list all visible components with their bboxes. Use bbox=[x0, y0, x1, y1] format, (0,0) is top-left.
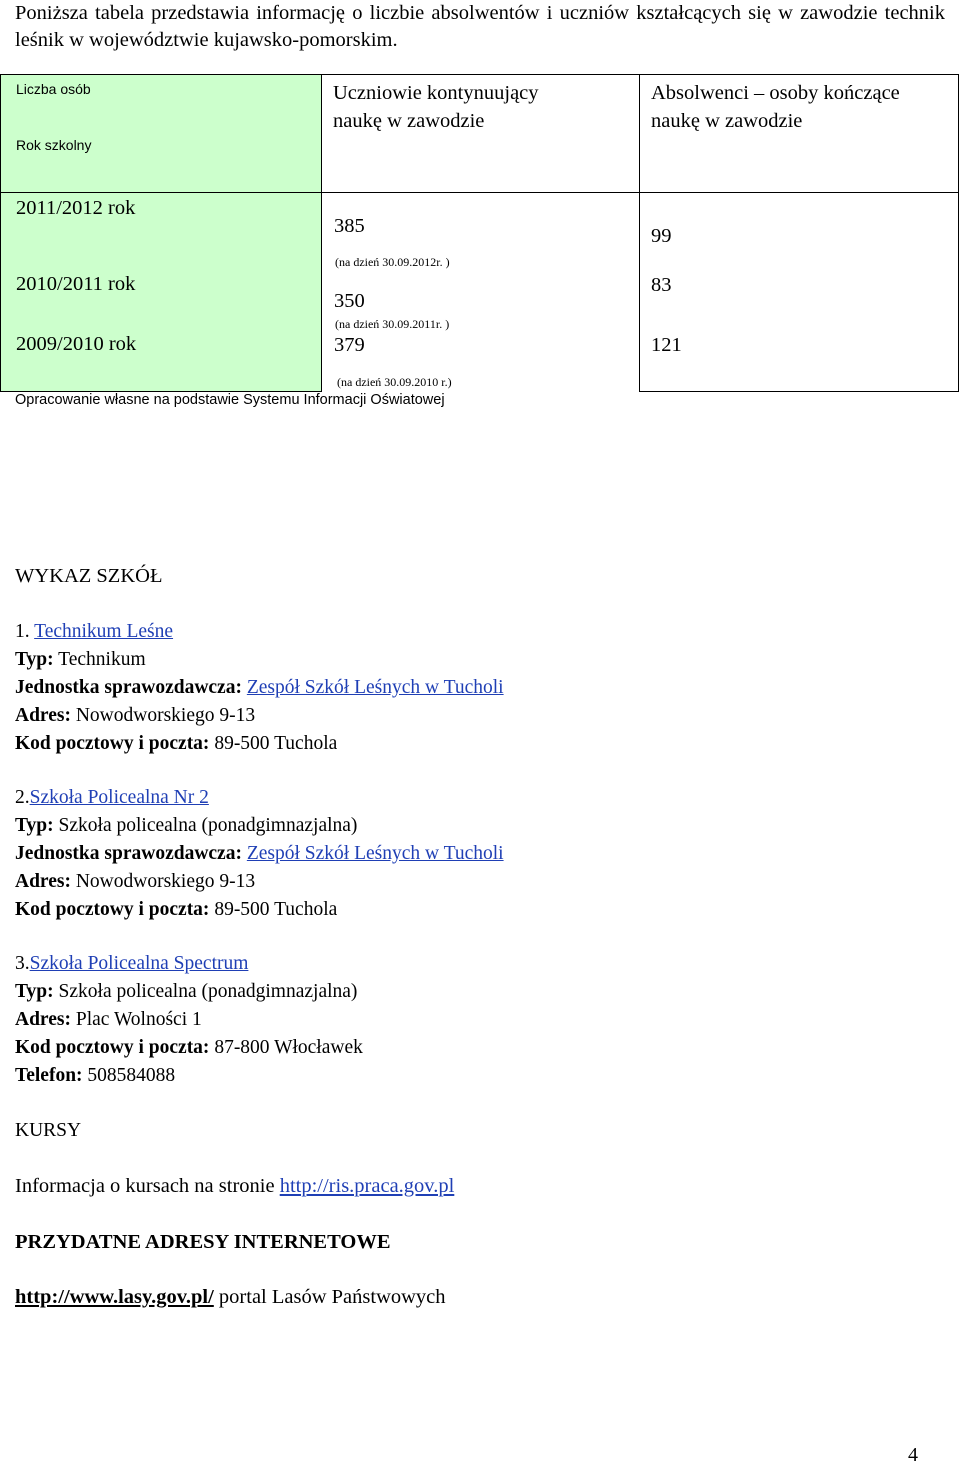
field-label: Jednostka sprawozdawcza: bbox=[15, 677, 242, 698]
field-value: 508584088 bbox=[82, 1065, 176, 1086]
lasy-description: portal Lasów Państwowych bbox=[213, 1286, 446, 1308]
school-field bbox=[15, 1065, 175, 1087]
field-value: 89-500 Tuchola bbox=[209, 899, 338, 920]
field-value: Plac Wolności 1 bbox=[70, 1009, 202, 1030]
students-column bbox=[321, 192, 639, 392]
graduates-value: 99 bbox=[651, 225, 672, 247]
graduates-value: 83 bbox=[651, 274, 672, 296]
field-value: 89-500 Tuchola bbox=[209, 733, 338, 754]
year-cell: 2010/2011 rok bbox=[16, 273, 136, 295]
corner-bottom-label: Rok szkolny bbox=[16, 137, 92, 153]
year-cell: 2011/2012 rok bbox=[16, 197, 136, 219]
students-header-line-2: naukę w zawodzie bbox=[333, 110, 485, 132]
field-label: Adres: bbox=[15, 705, 71, 726]
field-label: Kod pocztowy i poczta: bbox=[15, 899, 210, 920]
table-source-note: Opracowanie własne na podstawie Systemu Informacji Oświatowej bbox=[15, 392, 445, 408]
students-date-note: (na dzień 30.09.2011r. ) bbox=[335, 317, 450, 331]
field-value: Szkoła policealna (ponadgimnazjalna) bbox=[53, 815, 358, 836]
reporting-unit-link[interactable]: Zespół Szkół Leśnych w Tucholi bbox=[246, 843, 504, 864]
addresses-item bbox=[15, 1286, 446, 1309]
year-column bbox=[0, 192, 321, 392]
graduates-header-cell bbox=[639, 74, 959, 192]
school-field bbox=[15, 843, 504, 865]
school-field bbox=[15, 649, 146, 671]
students-value: 385 bbox=[334, 215, 365, 237]
school-number: 1. bbox=[15, 621, 35, 642]
field-label: Kod pocztowy i poczta: bbox=[15, 1037, 210, 1058]
corner-header-cell bbox=[0, 74, 321, 192]
school-title bbox=[15, 953, 248, 975]
field-value: Nowodworskiego 9-13 bbox=[70, 705, 256, 726]
graduates-table bbox=[0, 74, 960, 392]
field-value: Szkoła policealna (ponadgimnazjalna) bbox=[53, 981, 358, 1002]
school-field bbox=[15, 705, 255, 727]
school-name-link[interactable]: Szkoła Policealna Nr 2 bbox=[29, 787, 209, 808]
graduates-header-line-2: naukę w zawodzie bbox=[651, 110, 803, 132]
field-label: Adres: bbox=[15, 871, 71, 892]
field-value: Technikum bbox=[53, 649, 146, 670]
courses-heading: KURSY bbox=[15, 1120, 82, 1141]
students-value: 379 bbox=[334, 334, 365, 356]
school-field bbox=[15, 815, 357, 837]
students-header-line-1: Uczniowie kontynuujący bbox=[333, 82, 539, 104]
year-cell: 2009/2010 rok bbox=[16, 333, 137, 355]
school-title bbox=[15, 787, 209, 809]
school-name-link[interactable]: Szkoła Policealna Spectrum bbox=[29, 953, 249, 974]
graduates-header-line-1: Absolwenci – osoby kończące bbox=[651, 82, 900, 104]
addresses-heading: PRZYDATNE ADRESY INTERNETOWE bbox=[15, 1231, 391, 1253]
school-field bbox=[15, 981, 357, 1003]
field-value: 87-800 Włocławek bbox=[209, 1037, 363, 1058]
reporting-unit-link[interactable]: Zespół Szkół Leśnych w Tucholi bbox=[246, 677, 504, 698]
graduates-value: 121 bbox=[651, 334, 682, 356]
school-field bbox=[15, 733, 337, 755]
school-number: 3. bbox=[15, 953, 30, 974]
school-name-link[interactable]: Technikum Leśne bbox=[34, 621, 174, 642]
school-field bbox=[15, 871, 255, 893]
schools-heading: WYKAZ SZKÓŁ bbox=[15, 565, 163, 587]
field-label: Typ: bbox=[15, 649, 54, 670]
field-label: Jednostka sprawozdawcza: bbox=[15, 843, 242, 864]
courses-text: Informacja o kursach na stronie bbox=[15, 1175, 280, 1197]
field-label: Typ: bbox=[15, 815, 54, 836]
field-label: Adres: bbox=[15, 1009, 71, 1030]
students-date-note: (na dzień 30.09.2010 r.) bbox=[337, 375, 452, 389]
school-field bbox=[15, 1037, 363, 1059]
field-value: Nowodworskiego 9-13 bbox=[70, 871, 256, 892]
students-date-note: (na dzień 30.09.2012r. ) bbox=[335, 255, 450, 269]
school-number: 2. bbox=[15, 787, 30, 808]
school-field bbox=[15, 1009, 202, 1031]
students-header-cell bbox=[321, 74, 639, 192]
school-field bbox=[15, 677, 504, 699]
school-field bbox=[15, 899, 337, 921]
field-label: Telefon: bbox=[15, 1065, 83, 1086]
page-number: 4 bbox=[908, 1444, 918, 1466]
courses-info bbox=[15, 1175, 454, 1198]
field-label: Kod pocztowy i poczta: bbox=[15, 733, 210, 754]
courses-link[interactable]: http://ris.praca.gov.pl bbox=[279, 1175, 455, 1197]
school-title bbox=[15, 621, 173, 643]
lasy-link[interactable]: http://www.lasy.gov.pl/ bbox=[15, 1286, 214, 1308]
students-value: 350 bbox=[334, 290, 365, 312]
intro-paragraph: Poniższa tabela przedstawia informację o liczbie absolwentów i uczniów kształcących się w zawodzie technik leśnik w województwie kujawsko-pomorskim. bbox=[15, 2, 945, 51]
corner-top-label: Liczba osób bbox=[16, 81, 91, 97]
field-label: Typ: bbox=[15, 981, 54, 1002]
graduates-column bbox=[639, 192, 959, 392]
